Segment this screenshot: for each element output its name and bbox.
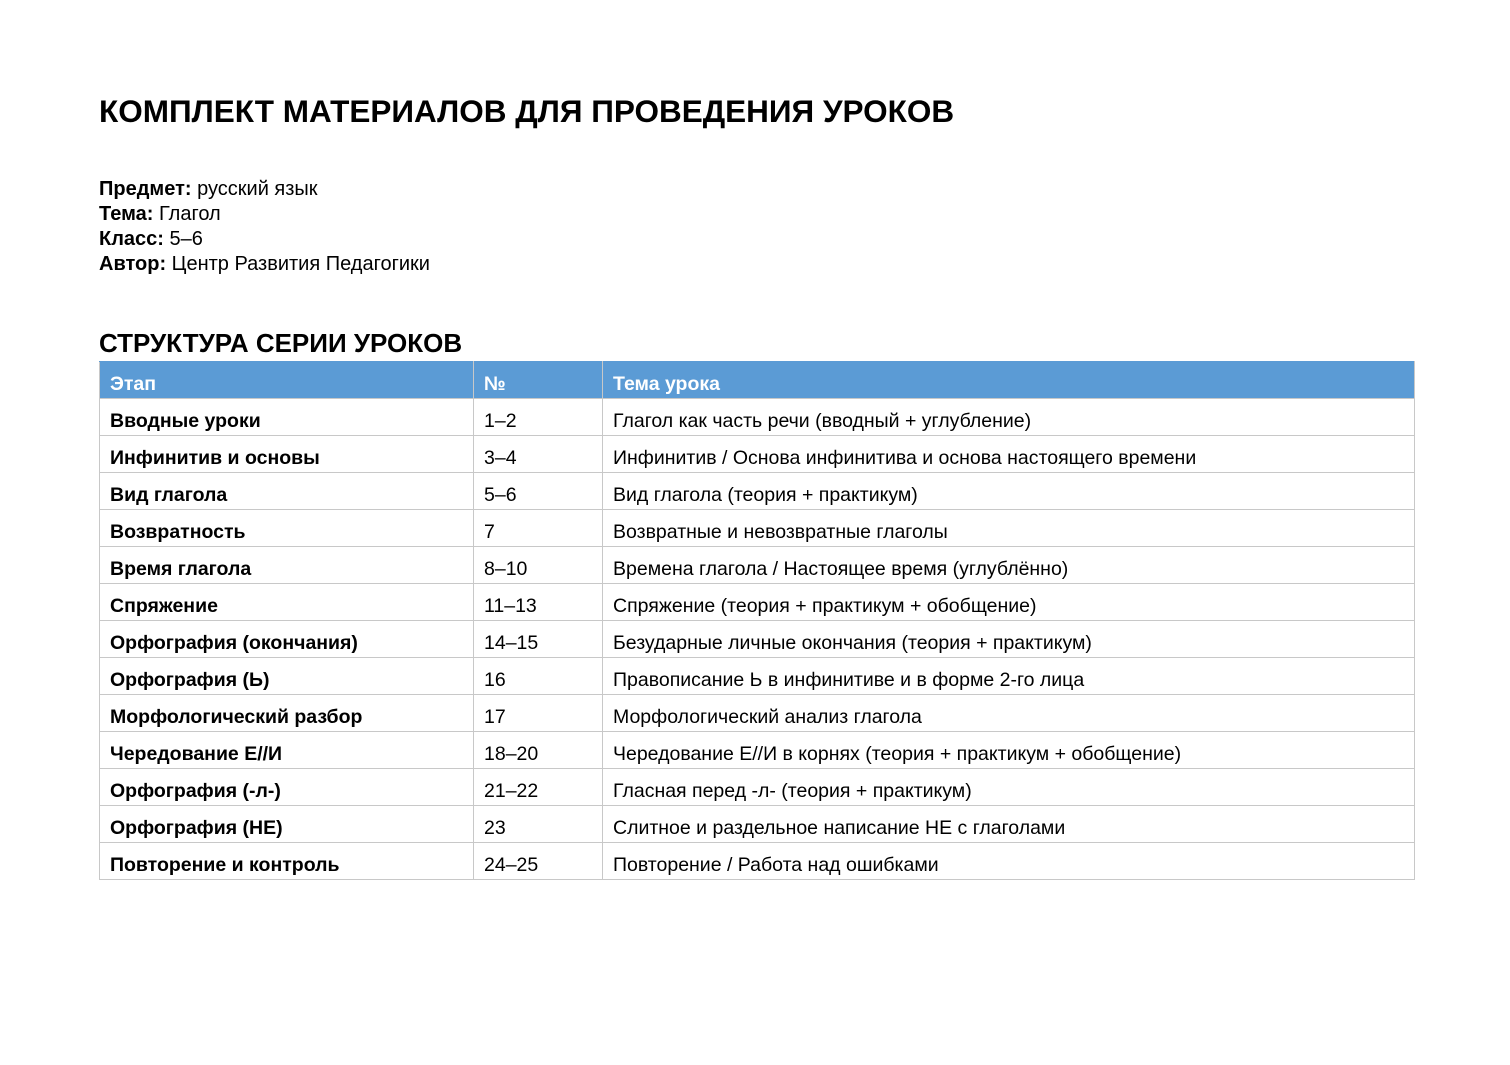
number-cell: 23 bbox=[474, 806, 603, 843]
number-cell: 1–2 bbox=[474, 399, 603, 436]
number-cell: 21–22 bbox=[474, 769, 603, 806]
meta-topic bbox=[99, 202, 430, 227]
table-row bbox=[100, 473, 1415, 510]
lesson-topic-cell: Чередование Е//И в корнях (теория + практикум + обобщение) bbox=[603, 732, 1415, 769]
stage-cell: Повторение и контроль bbox=[100, 843, 474, 880]
stage-cell: Морфологический разбор bbox=[100, 695, 474, 732]
section-title: СТРУКТУРА СЕРИИ УРОКОВ bbox=[99, 328, 463, 358]
lesson-topic-cell: Гласная перед -л- (теория + практикум) bbox=[603, 769, 1415, 806]
lesson-topic-cell: Спряжение (теория + практикум + обобщение) bbox=[603, 584, 1415, 621]
number-cell: 16 bbox=[474, 658, 603, 695]
lesson-topic-cell: Повторение / Работа над ошибками bbox=[603, 843, 1415, 880]
table-row bbox=[100, 769, 1415, 806]
number-cell: 18–20 bbox=[474, 732, 603, 769]
number-cell: 5–6 bbox=[474, 473, 603, 510]
stage-cell: Орфография (окончания) bbox=[100, 621, 474, 658]
meta-topic-value: Глагол bbox=[158, 203, 221, 225]
stage-cell: Орфография (Ь) bbox=[100, 658, 474, 695]
meta-subject bbox=[99, 177, 430, 202]
meta-author-value: Центр Развития Педагогики bbox=[171, 253, 430, 275]
meta-subject-value: русский язык bbox=[197, 178, 318, 200]
stage-cell: Вводные уроки bbox=[100, 399, 474, 436]
lessons-table bbox=[99, 361, 1415, 880]
table-row bbox=[100, 399, 1415, 436]
table-row bbox=[100, 806, 1415, 843]
meta-grade-value: 5–6 bbox=[169, 228, 203, 250]
stage-cell: Чередование Е//И bbox=[100, 732, 474, 769]
stage-cell: Орфография (-л-) bbox=[100, 769, 474, 806]
table-row bbox=[100, 658, 1415, 695]
number-cell: 8–10 bbox=[474, 547, 603, 584]
table-header bbox=[100, 362, 1415, 399]
stage-cell: Возвратность bbox=[100, 510, 474, 547]
header-number: № bbox=[474, 362, 603, 399]
stage-cell: Вид глагола bbox=[100, 473, 474, 510]
table-header-row bbox=[100, 362, 1415, 399]
meta-topic-label: Тема: bbox=[99, 203, 154, 225]
lesson-topic-cell: Слитное и раздельное написание НЕ с глаголами bbox=[603, 806, 1415, 843]
table-row bbox=[100, 732, 1415, 769]
lesson-topic-cell: Глагол как часть речи (вводный + углубление) bbox=[603, 399, 1415, 436]
stage-cell: Спряжение bbox=[100, 584, 474, 621]
table-body bbox=[100, 399, 1415, 880]
lesson-topic-cell: Инфинитив / Основа инфинитива и основа настоящего времени bbox=[603, 436, 1415, 473]
meta-grade-label: Класс: bbox=[99, 228, 164, 250]
number-cell: 7 bbox=[474, 510, 603, 547]
table-row bbox=[100, 436, 1415, 473]
meta-author-label: Автор: bbox=[99, 253, 167, 275]
document-title: КОМПЛЕКТ МАТЕРИАЛОВ ДЛЯ ПРОВЕДЕНИЯ УРОКОВ bbox=[99, 93, 955, 129]
number-cell: 17 bbox=[474, 695, 603, 732]
table-row bbox=[100, 843, 1415, 880]
meta-author bbox=[99, 252, 430, 277]
number-cell: 14–15 bbox=[474, 621, 603, 658]
lesson-topic-cell: Вид глагола (теория + практикум) bbox=[603, 473, 1415, 510]
table-row bbox=[100, 510, 1415, 547]
stage-cell: Орфография (НЕ) bbox=[100, 806, 474, 843]
meta-grade bbox=[99, 227, 430, 252]
table-row bbox=[100, 547, 1415, 584]
lesson-topic-cell: Возвратные и невозвратные глаголы bbox=[603, 510, 1415, 547]
table-row bbox=[100, 584, 1415, 621]
document-meta bbox=[99, 177, 430, 277]
table-row bbox=[100, 621, 1415, 658]
lesson-topic-cell: Безударные личные окончания (теория + практикум) bbox=[603, 621, 1415, 658]
stage-cell: Инфинитив и основы bbox=[100, 436, 474, 473]
lesson-topic-cell: Времена глагола / Настоящее время (углублённо) bbox=[603, 547, 1415, 584]
meta-subject-label: Предмет: bbox=[99, 178, 192, 200]
number-cell: 24–25 bbox=[474, 843, 603, 880]
table-row bbox=[100, 695, 1415, 732]
number-cell: 11–13 bbox=[474, 584, 603, 621]
header-lesson-topic: Тема урока bbox=[603, 362, 1415, 399]
number-cell: 3–4 bbox=[474, 436, 603, 473]
header-stage: Этап bbox=[100, 362, 474, 399]
lesson-topic-cell: Правописание Ь в инфинитиве и в форме 2-го лица bbox=[603, 658, 1415, 695]
lesson-topic-cell: Морфологический анализ глагола bbox=[603, 695, 1415, 732]
stage-cell: Время глагола bbox=[100, 547, 474, 584]
